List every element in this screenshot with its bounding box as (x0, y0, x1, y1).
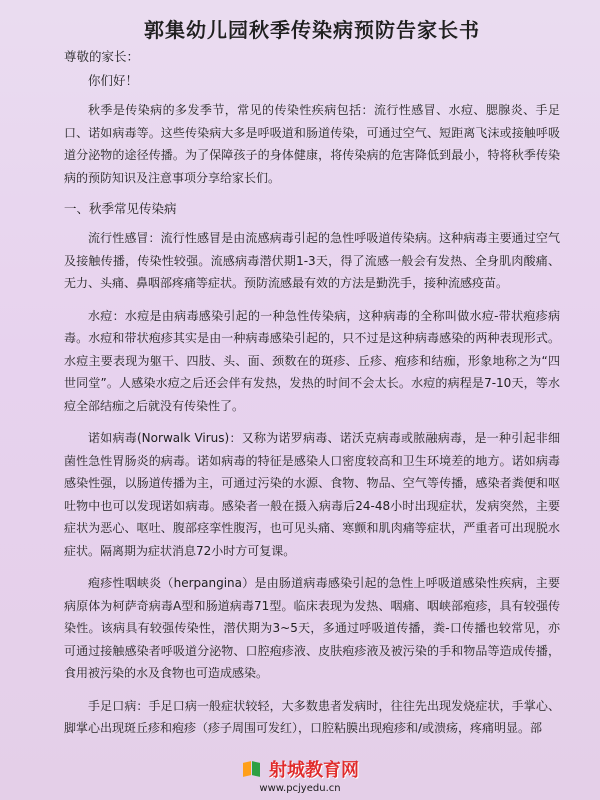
paragraph-chickenpox: 水痘：水痘是由病毒感染引起的一种急性传染病，这种病毒的全称叫做水痘-带状疱疹病毒。水痘和带状疱疹其实是由一种病毒感染引起的，只不过是这种病毒感染的两种表现形式。水痘主要表现为躯干、四肢、头、面、颈数在的斑疹、丘疹、疱疹和结痂，形象地称之为“四世同堂”。人感染水痘之后还会伴有发热，发热的时间不会太长。水痘的病程是7-10天，等水痘全部结痂之后就没有传染性了。 (64, 308, 560, 413)
book-logo-icon (241, 758, 263, 780)
greeting-hello: 你们好！ (88, 73, 139, 88)
paragraph-norovirus: 诺如病毒(Norwalk Virus)：又称为诺罗病毒、诺沃克病毒或脓融病毒，是一种引起非细菌性急性胃肠炎的病毒。诺如病毒的特征是感染人口密度较高和卫生环境差的地方。诺如病毒感染性强，以肠道传播为主，可通过污染的水源、食物、物品、空气等传播，感染者粪便和呕吐物中也可以发现诺如病毒。感染者一般在摄入病毒后24-48小时出现症状，发病突然，主要症状为恶心、呕吐、腹部痉挛性腹泻，也可见头痛、寒颤和肌肉痛等症状，严重者可出现脱水症状。隔离期为症状消息72小时方可复课。 (64, 431, 560, 558)
watermark-url: www.pcjyedu.cn (259, 783, 341, 794)
site-watermark (0, 756, 600, 794)
paragraph-hfmd: 手足口病：手足口病一般症状较轻，大多数患者发病时，往往先出现发烧症状，手掌心、脚掌心出现斑丘疹和疱疹（疹子周围可发红），口腔粘膜出现疱疹和/或溃疡，疼痛明显。部 (64, 698, 560, 735)
paragraph-influenza: 流行性感冒：流行性感冒是由流感病毒引起的急性呼吸道传染病。这种病毒主要通过空气及接触传播，传染性较强。流感病毒潜伏期1-3天，得了流感一般会有发热、全身肌肉酸痛、无力、头痛、鼻咽部疼痛等症状。预防流感最有效的方法是勤洗手，接种流感疫苗。 (64, 231, 560, 290)
intro-paragraph: 秋季是传染病的多发季节，常见的传染性疾病包括：流行性感冒、水痘、腮腺炎、手足口、诺如病毒等。这些传染病大多是呼吸道和肠道传染，可通过空气、短距离飞沫或接触呼吸道分泌物的途径传播。为了保障孩子的身体健康，将传染病的危害降低到最小，特将秋季传染病的预防知识及注意事项分享给家长们。 (64, 103, 560, 185)
document-title: 郭集幼儿园秋季传染病预防告家长书 (144, 18, 480, 42)
watermark-site-name: 射城教育网 (269, 760, 359, 781)
section-heading-1: 一、秋季常见传染病 (64, 201, 177, 216)
salutation: 尊敬的家长： (64, 49, 140, 64)
watermark-row (241, 756, 359, 782)
paragraph-herpangina: 疱疹性咽峡炎（herpangina）是由肠道病毒感染引起的急性上呼吸道感染性疾病，主要病原体为柯萨奇病毒A型和肠道病毒71型。临床表现为发热、咽痛、咽峡部疱疹，具有较强传染性。该病具有较强传染性，潜伏期为3~5天，多通过呼吸道传播，粪-口传播也较常见，亦可通过接触感染者呼吸道分泌物、口腔疱疹液、皮肤疱疹液及被污染的手和物品等造成传播，食用被污染的水及食物也可造成感染。 (64, 576, 560, 680)
